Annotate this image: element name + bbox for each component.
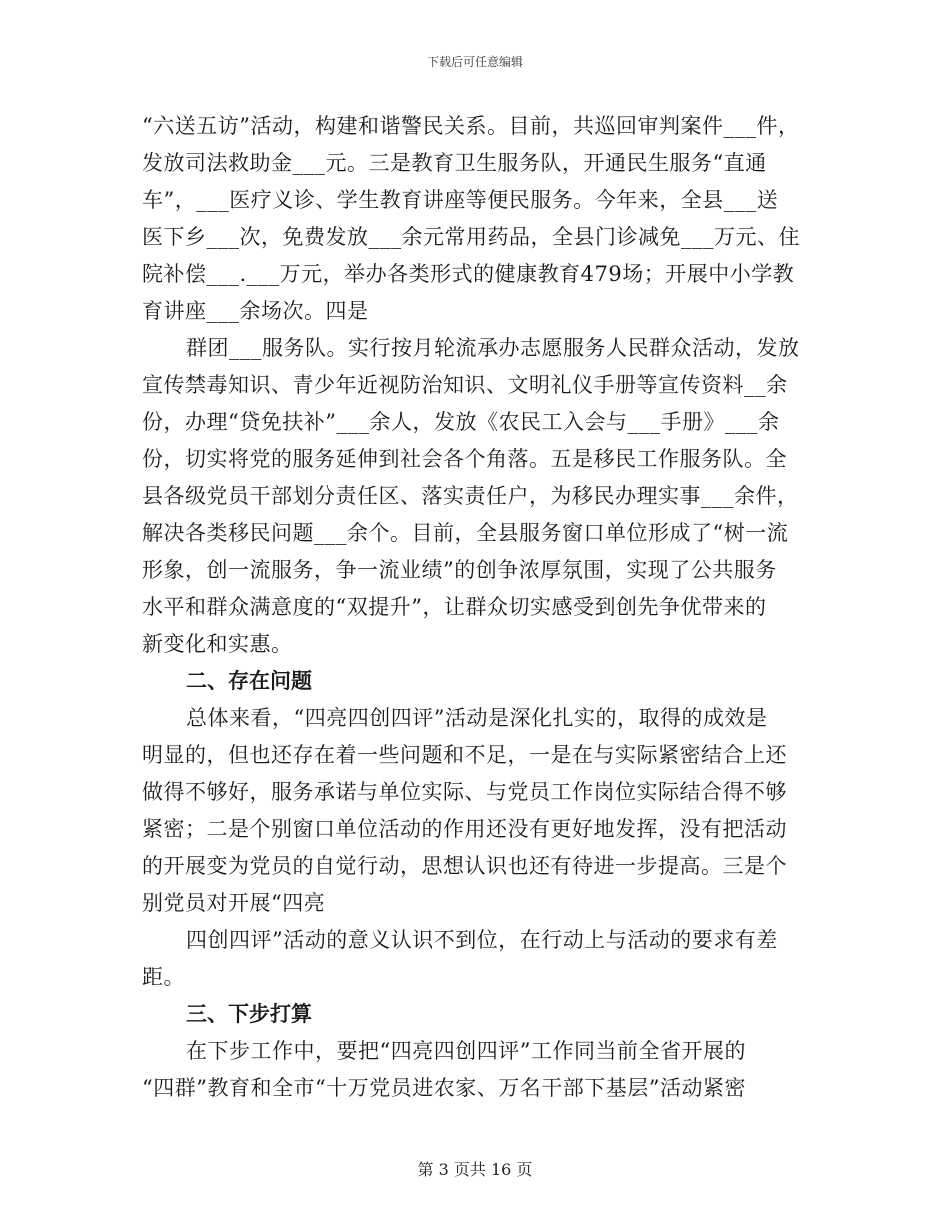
text-line: 份，办理“贷免扶补”___余人，发放《农民工入会与___手册》___余 (142, 410, 780, 434)
text-line: 新变化和实惠。 (142, 632, 293, 656)
text-line: 发放司法救助金___元。三是教育卫生服务队，开通民生服务“直通 (142, 151, 767, 175)
text-line: 医下乡___次，免费发放___余元常用药品，全县门诊减免___万元、住 (142, 225, 800, 249)
text-line: 宣传禁毒知识、青少年近视防治知识、文明礼仪手册等宣传资料__余 (142, 373, 788, 397)
text-line: “四群”教育和全市“十万党员进农家、万名干部下基层”活动紧密 (142, 1076, 746, 1100)
document-body (142, 108, 822, 1107)
page-header: 下载后可任意编辑 (426, 55, 523, 69)
section-heading: 二、存在问题 (186, 669, 312, 693)
text-line: 明显的，但也还存在着一些问题和不足，一是在与实际紧密结合上还 (142, 743, 787, 767)
text-line: 解决各类移民问题___余个。目前，全县服务窗口单位形成了“树一流 (142, 521, 789, 545)
text-line: 距。 (142, 965, 185, 989)
text-line: 别党员对开展“四亮 (142, 891, 326, 915)
text-line: 群团___服务队。实行按月轮流承办志愿服务人民群众活动，发放 (186, 336, 800, 360)
text-line: 份，切实将党的服务延伸到社会各个角落。五是移民工作服务队。全 (142, 447, 787, 471)
text-line: “六送五访”活动，构建和谐警民关系。目前，共巡回审判案件___件， (142, 114, 800, 138)
text-line: 形象，创一流服务，争一流业绩”的创争浓厚氛围，实现了公共服务 (142, 558, 777, 582)
section-heading: 三、下步打算 (186, 1002, 312, 1026)
text-line: 水平和群众满意度的“双提升”，让群众切实感受到创先争优带来的 (142, 595, 767, 619)
page-footer: 第 3 页共 16 页 (417, 1160, 533, 1179)
text-line: 车”，___医疗义诊、学生教育讲座等便民服务。今年来，全县___送 (142, 188, 779, 212)
text-line: 紧密；二是个别窗口单位活动的作用还没有更好地发挥，没有把活动 (142, 817, 787, 841)
text-line: 院补偿___.___万元，举办各类形式的健康教育479场；开展中小学教 (142, 262, 795, 286)
text-line: 在下步工作中，要把“四亮四创四评”工作同当前全省开展的 (186, 1039, 746, 1063)
text-line: 做得不够好，服务承诺与单位实际、与党员工作岗位实际结合得不够 (142, 780, 787, 804)
text-line: 育讲座___余场次。四是 (142, 299, 369, 323)
text-line: 县各级党员干部划分责任区、落实责任户，为移民办理实事___余件， (142, 484, 799, 508)
text-line: 总体来看，“四亮四创四评”活动是深化扎实的，取得的成效是 (186, 706, 768, 730)
text-line: 四创四评”活动的意义认识不到位，在行动上与活动的要求有差 (186, 928, 778, 952)
text-line: 的开展变为党员的自觉行动，思想认识也还有待进一步提高。三是个 (142, 854, 787, 878)
